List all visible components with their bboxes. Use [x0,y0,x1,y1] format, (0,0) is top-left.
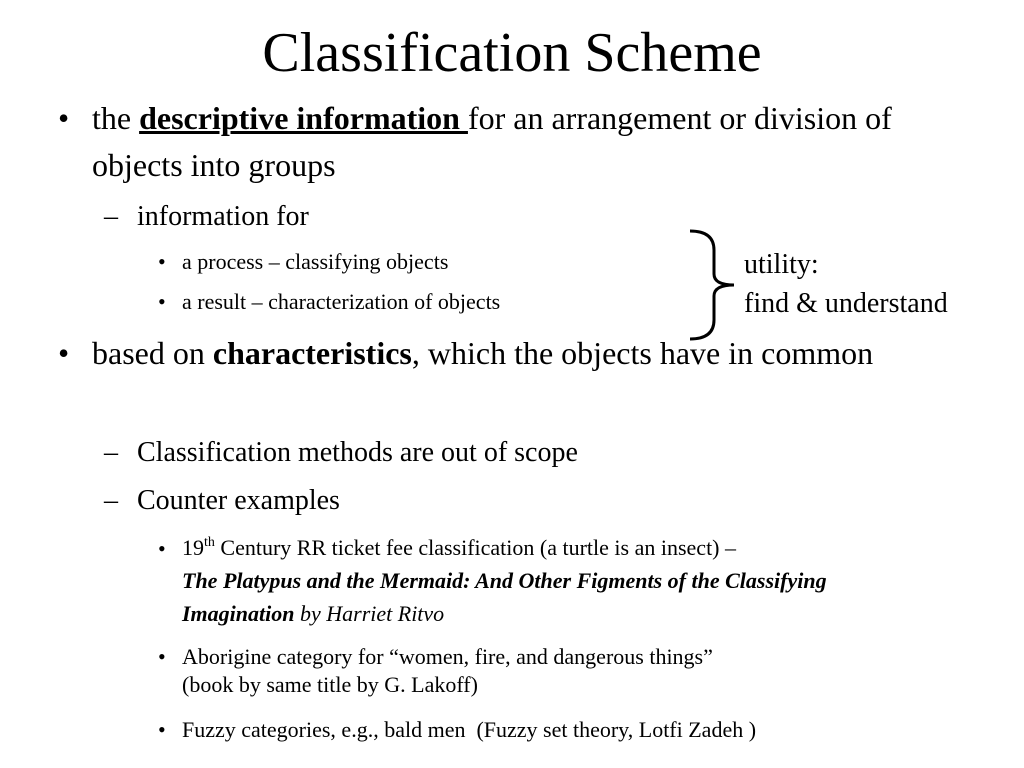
bullet-marker: • [158,717,166,742]
ex1-author: by Harriet Ritvo [294,601,445,626]
bullet-marker: • [158,644,166,669]
ex1-line1 [182,531,922,564]
ex1-sup: th [204,535,215,550]
item-result: a result – characterization of objects [182,289,501,314]
bullet-marker: • [58,100,70,136]
utility-note [744,245,948,323]
utility-line2: find & understand [744,288,948,319]
sub-counter-examples: Counter examples [137,485,340,516]
item-process: a process – classifying objects [182,249,449,274]
bullet-marker: • [58,335,70,371]
slide-title: Classification Scheme [262,22,762,84]
dash-marker: – [104,201,118,232]
bullet-characteristics [92,330,952,377]
dash-marker: – [104,485,118,516]
bullet-marker: • [158,536,166,561]
ex2-line2: (book by same title by G. Lakoff) [182,672,478,697]
ex1-num: 19 [182,535,204,560]
ex1-book-title: The Platypus and the Mermaid: And Other Figments of the Classifying Imagination [182,568,827,626]
utility-line1: utility: [744,249,819,280]
b2-bold: characteristics [212,335,412,371]
b1-pre: the [92,100,140,136]
bullet-descriptive-information [92,95,952,189]
bullet-marker: • [158,249,166,274]
sub-methods-out-of-scope: Classification methods are out of scope [137,437,578,468]
bullet-marker: • [158,289,166,314]
example-rr-ticket [182,531,922,630]
right-brace-icon [688,228,738,343]
example-aborigine [182,643,922,699]
sub-information-for: information for [137,201,309,232]
ex1-text: Century RR ticket fee classification (a turtle is an insect) – [214,535,737,560]
example-fuzzy: Fuzzy categories, e.g., bald men (Fuzzy set theory, Lotfi Zadeh ) [182,717,757,742]
ex2-line1: Aborigine category for “women, fire, and dangerous things” [182,644,713,669]
b2-post: , which the objects have in common [411,335,874,371]
b1-post: for an arrangement or division of objects into groups [92,100,892,183]
b1-bold-underline: descriptive information [139,100,468,136]
b2-pre: based on [92,335,213,371]
ex1-book [182,564,922,630]
dash-marker: – [104,437,118,468]
